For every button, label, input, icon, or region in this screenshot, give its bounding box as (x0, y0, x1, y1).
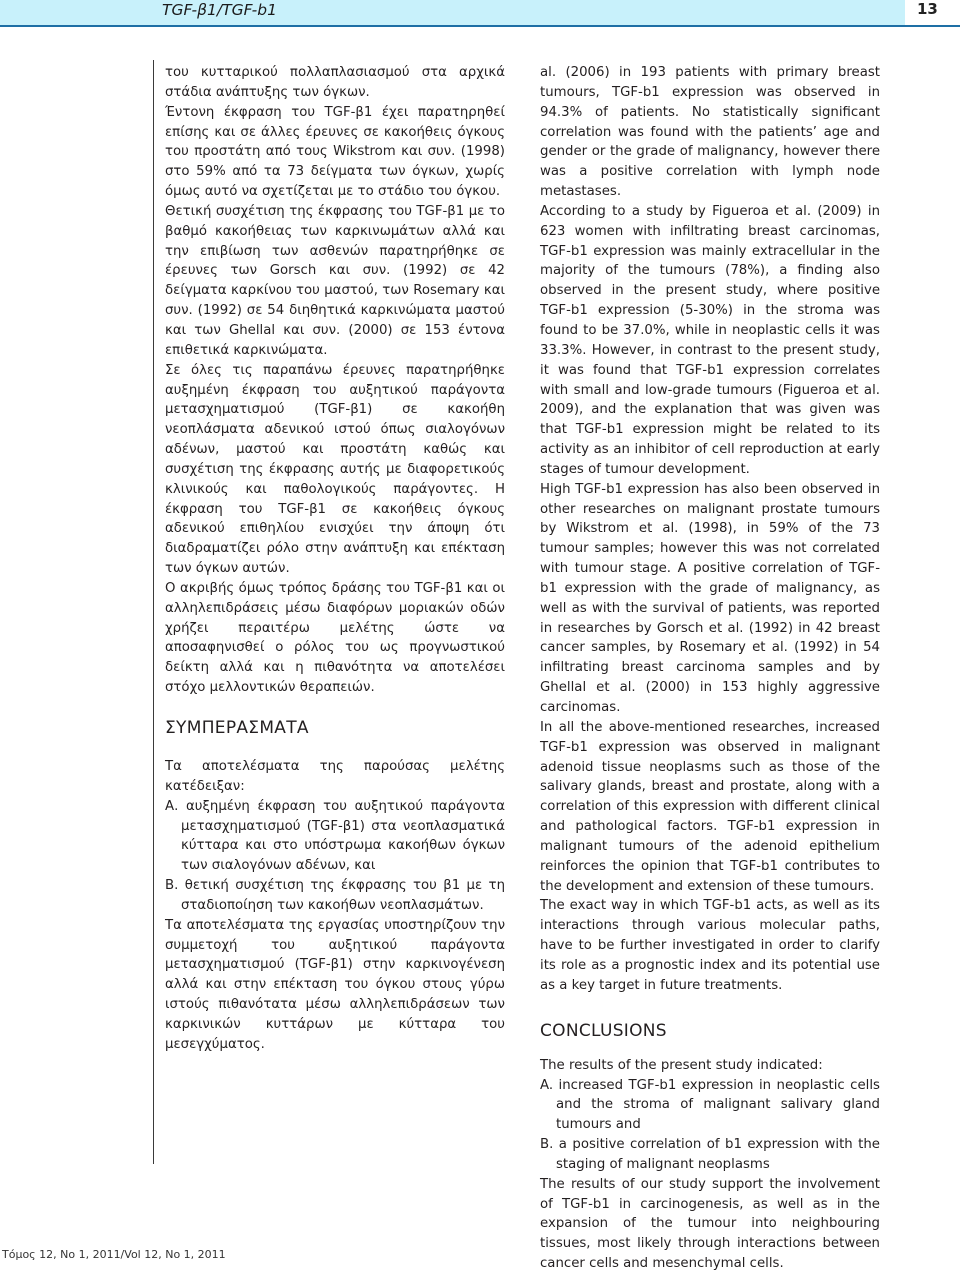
body-paragraph: High TGF-b1 expression has also been observed in other researches on malignant prostate tumours by Wikstrom et al. (1998), in 59% of the 73 tumour samples; however this was not correlated with tumour stage. A positive correlation of TGF-b1 expression with the grade of malignancy, as well as with the survival of patients, was reported in researches by Gorsch et al. (1992) in 42 breast cancer samples, by Rosemary et al. (1992) in 54 infiltrating breast carcinoma samples and by Ghellal et al. (2000) in 153 highly aggressive carcinomas. (540, 481, 880, 715)
body-paragraph: al. (2006) in 193 patients with primary breast tumours, TGF-b1 expression was observed in 94.3% of patients. No statistically significant correlation was found with the patients’ age and gender or the grade of malignancy, however there was a positive correlation with lymph node metastases. (540, 65, 880, 200)
body-paragraph: Ο ακριβής όμως τρόπος δράσης του TGF-β1 και οι αλληλεπιδράσεις μέσω διαφόρων μοριακών οδών χρήζει περαιτέρω μελέτης ώστε να αποσαφηνισθεί ο ρόλος του ως προγνωστικού δείκτη αλλά και η πιθανότητα να αποτελέσει στόχο μελλοντικών θεραπειών. (165, 580, 505, 696)
journal-footer: Τόμος 12, No 1, 2011/Vol 12, No 1, 2011 (2, 1248, 226, 1261)
header-bar (0, 0, 905, 25)
section-heading: ΣΥΜΠΕΡΑΣΜΑΤΑ (165, 718, 309, 738)
body-paragraph: Θετική συσχέτιση της έκφρασης του TGF-β1 με το βαθμό κακοήθειας των καρκινωμάτων αλλά και την επιβίωση των ασθενών παρατηρήθηκε σε έρευνες των Gorsch και συν. (1992) σε 42 δείγματα καρκίνου του μαστού, των Rosemary και συν. (1992) σε 54 διηθητικά καρκινώματα μαστού και των Ghellal και συν. (2000) σε 153 έντονα επιθετικά καρκινώματα. (165, 203, 505, 358)
conclusion-item: Β. θετική συσχέτιση της έκφρασης του β1 με τη σταδιοποίηση των κακοήθων νεοπλασμάτων. (165, 878, 505, 913)
greek-column (165, 63, 505, 1055)
conclusion-item: A. increased TGF-b1 expression in neoplastic cells and the stroma of malignant salivary gland tumours and (540, 1077, 880, 1133)
conclusions-intro: Τα αποτελέσματα της παρούσας μελέτης κατέδειξαν: (165, 759, 505, 794)
conclusions-intro: The results of the present study indicated: (540, 1057, 823, 1073)
header-rule (0, 25, 960, 27)
body-paragraph: Σε όλες τις παραπάνω έρευνες παρατηρήθηκε αυξημένη έκφραση του αυξητικού παράγοντα μετασχηματισμού (TGF-β1) σε κακοήθη νεοπλάσματα αδενικού ιστού όπως σιαλογόνων αδένων, μαστού και προστάτη καθώς και συσχέτιση της έκφρασης αυτής με διαφορετικούς κλινικούς και παθολογικούς παράγοντες. Η έκφραση του TGF-β1 σε κακοήθεις όγκους αδενικού επιθηλίου ενισχύει την άποψη ότι διαδραματίζει ρόλο στην ανάπτυξη και επέκταση των όγκων αυτών. (165, 362, 505, 577)
conclusion-item: Α. αυξημένη έκφραση του αυξητικού παράγοντα μετασχηματισμού (TGF-β1) στα νεοπλασματικά κύτταρα και στο υπόστρωμα κακοήθων όγκων των σιαλογόνων αδένων, και (165, 798, 505, 874)
running-title: TGF-β1/TGF-b1 (162, 1, 277, 19)
page-number: 13 (917, 0, 938, 18)
body-paragraph: Έντονη έκφραση του TGF-β1 έχει παρατηρηθεί επίσης και σε άλλες έρευνες σε κακοήθεις όγκους του προστάτη από τους Wikstrom και συν. (1998) στο 59% από τα 73 δείγματα των όγκων, χωρίς όμως αυτό να σχετίζεται με το στάδιο του όγκου. (165, 104, 505, 200)
margin-rule (153, 60, 154, 1164)
english-column (540, 63, 880, 1274)
section-heading: CONCLUSIONS (540, 1020, 667, 1041)
body-paragraph: According to a study by Figueroa et al. (2009) in 623 women with infiltrating breast carcinomas, TGF-b1 expression was mainly extracellular in the majority of the tumours (78%), a finding also observed in the present study, where positive TGF-b1 expression (5-30%) in the stroma was found to be 37.0%, while in neoplastic cells it was 33.3%. However, in contrast to the present study, it was found that TGF-b1 expression correlates with small and low-grade tumours (Figueroa et al. 2009), and the explanation that was given was that TGF-b1 expression might be related to its activity as an inhibitor of cell reproduction at early stages of tumour development. (540, 203, 880, 477)
conclusion-item: B. a positive correlation of b1 expression with the staging of malignant neoplasms (540, 1137, 880, 1172)
closing-paragraph: The results of our study support the involvement of TGF-b1 in carcinogenesis, as well as in the expansion of the tumour into neighbouring tissues, most likely through interactions between cancer cells and mesenchymal cells. (540, 1176, 880, 1272)
closing-paragraph: Τα αποτελέσματα της εργασίας υποστηρίζουν την συμμετοχή του αυξητικού παράγοντα μετασχηματισμού (TGF-β1) στην καρκινογένεση αλλά και στην επέκταση του όγκου στους γύρω ιστούς πιθανότατα μέσω αλληλεπιδράσεων των καρκινικών κυττάρων με κύτταρα του μεσεγχύματος. (165, 917, 505, 1052)
body-paragraph: In all the above-mentioned researches, increased TGF-b1 expression was observed in malignant adenoid tissue neoplasms such as those of the salivary glands, breast and prostate, along with a correlation of this expression with different clinical and pathological factors. TGF-b1 expression in malignant tumours of the adenoid epithelium reinforces the opinion that TGF-b1 contributes to the development and extension of these tumours. (540, 719, 880, 894)
body-paragraph: του κυτταρικού πολλαπλασιασμού στα αρχικά στάδια ανάπτυξης των όγκων. (165, 65, 505, 100)
body-paragraph: The exact way in which TGF-b1 acts, as well as its interactions through various molecular paths, have to be further investigated in order to clarify its role as a prognostic index and its potential use as a key target in future treatments. (540, 898, 880, 993)
